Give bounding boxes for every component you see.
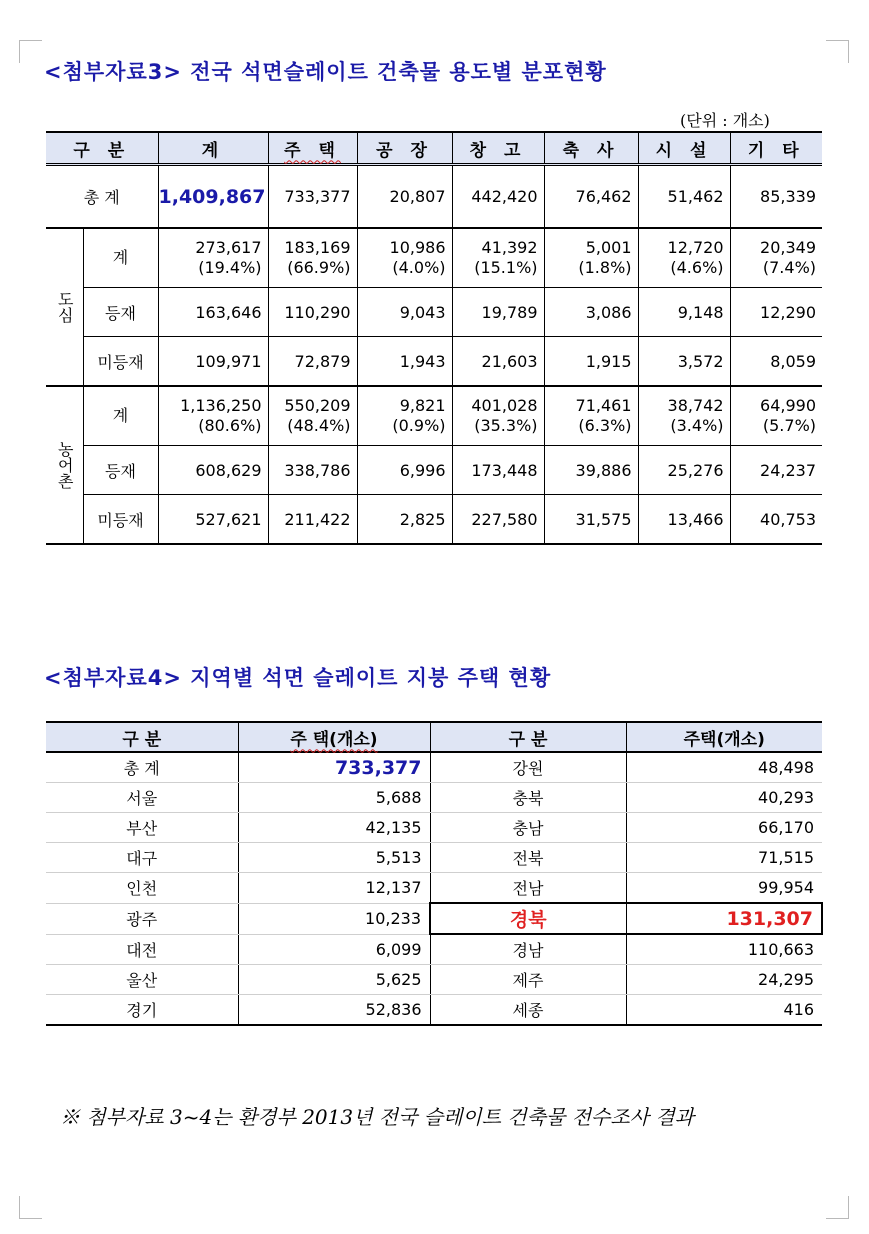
row-label: 계 [83, 228, 158, 288]
cell: 20,349 (7.4%) [730, 228, 822, 288]
cell: 338,786 [268, 446, 357, 495]
header-facility: 시 설 [638, 132, 730, 165]
row-label: 미등재 [83, 337, 158, 387]
cell: 183,169 (66.9%) [268, 228, 357, 288]
table-row [46, 903, 822, 934]
cell: 25,276 [638, 446, 730, 495]
row-label: 미등재 [83, 495, 158, 545]
cell: 85,339 [730, 165, 822, 229]
cell: 9,043 [357, 288, 452, 337]
highlighted-housing-value: 131,307 [626, 903, 822, 934]
group-label-urban: 도심 [46, 228, 83, 386]
housing-value: 99,954 [626, 873, 822, 904]
table-row [46, 995, 822, 1026]
total-housing-value: 733,377 [238, 752, 430, 783]
housing-value: 66,170 [626, 813, 822, 843]
cell: 21,603 [452, 337, 544, 387]
table-row-rural-registered [46, 446, 822, 495]
cell: 9,821 (0.9%) [357, 386, 452, 446]
housing-value: 42,135 [238, 813, 430, 843]
cell: 527,621 [158, 495, 268, 545]
cell: 5,001 (1.8%) [544, 228, 638, 288]
cell: 72,879 [268, 337, 357, 387]
cell: 1,943 [357, 337, 452, 387]
header-livestock: 축 사 [544, 132, 638, 165]
region-name: 울산 [46, 965, 238, 995]
cell: 211,422 [268, 495, 357, 545]
cell: 3,572 [638, 337, 730, 387]
cell: 110,290 [268, 288, 357, 337]
table-row-urban-registered [46, 288, 822, 337]
table-row-urban-subtotal [46, 228, 822, 288]
cell: 227,580 [452, 495, 544, 545]
region-name: 경남 [430, 934, 626, 965]
cell: 39,886 [544, 446, 638, 495]
cell: 38,742 (3.4%) [638, 386, 730, 446]
table-row-grand-total [46, 165, 822, 229]
cell: 173,448 [452, 446, 544, 495]
cell: 13,466 [638, 495, 730, 545]
housing-value: 71,515 [626, 843, 822, 873]
region-name: 제주 [430, 965, 626, 995]
housing-value: 5,625 [238, 965, 430, 995]
row-label: 총 계 [46, 165, 158, 229]
usage-distribution-table [46, 131, 822, 545]
corner-mark-top-left [19, 40, 42, 63]
cell: 608,629 [158, 446, 268, 495]
region-name: 대구 [46, 843, 238, 873]
section3-title: <첨부자료3> 전국 석면슬레이트 건축물 용도별 분포현황 [44, 60, 607, 84]
unit-label: (단위 : 개소) [680, 111, 770, 130]
header-housing-right: 주택(개소) [626, 722, 822, 752]
header-category: 구 분 [46, 132, 158, 165]
row-label: 계 [83, 386, 158, 446]
housing-value: 10,233 [238, 903, 430, 934]
cell: 40,753 [730, 495, 822, 545]
cell: 41,392 (15.1%) [452, 228, 544, 288]
region-name: 광주 [46, 903, 238, 934]
header-warehouse: 창 고 [452, 132, 544, 165]
table-row [46, 813, 822, 843]
cell: 733,377 [268, 165, 357, 229]
table-row-rural-subtotal [46, 386, 822, 446]
region-name: 충남 [430, 813, 626, 843]
grand-total-value: 1,409,867 [158, 165, 268, 229]
table-row [46, 843, 822, 873]
cell: 10,986 (4.0%) [357, 228, 452, 288]
cell: 401,028 (35.3%) [452, 386, 544, 446]
cell: 76,462 [544, 165, 638, 229]
section4-title: <첨부자료4> 지역별 석면 슬레이트 지붕 주택 현황 [44, 666, 552, 690]
cell: 273,617 (19.4%) [158, 228, 268, 288]
cell: 6,996 [357, 446, 452, 495]
housing-value: 5,688 [238, 783, 430, 813]
cell: 1,136,250 (80.6%) [158, 386, 268, 446]
cell: 2,825 [357, 495, 452, 545]
region-name: 대전 [46, 934, 238, 965]
cell: 9,148 [638, 288, 730, 337]
region-name: 인천 [46, 873, 238, 904]
table-row [46, 934, 822, 965]
housing-value: 24,295 [626, 965, 822, 995]
header-region-left: 구 분 [46, 722, 238, 752]
housing-value: 12,137 [238, 873, 430, 904]
cell: 31,575 [544, 495, 638, 545]
header-factory: 공 장 [357, 132, 452, 165]
cell: 442,420 [452, 165, 544, 229]
table-row [46, 965, 822, 995]
cell: 19,789 [452, 288, 544, 337]
table-row [46, 783, 822, 813]
row-label: 등재 [83, 446, 158, 495]
cell: 12,720 (4.6%) [638, 228, 730, 288]
housing-value: 40,293 [626, 783, 822, 813]
cell: 8,059 [730, 337, 822, 387]
header-region-right: 구 분 [430, 722, 626, 752]
cell: 51,462 [638, 165, 730, 229]
header-other: 기 타 [730, 132, 822, 165]
cell: 24,237 [730, 446, 822, 495]
corner-mark-bottom-right [826, 1196, 849, 1219]
region-name: 충북 [430, 783, 626, 813]
region-name: 부산 [46, 813, 238, 843]
region-name: 총 계 [46, 752, 238, 783]
cell: 109,971 [158, 337, 268, 387]
region-name: 세종 [430, 995, 626, 1026]
cell: 64,990 (5.7%) [730, 386, 822, 446]
cell: 3,086 [544, 288, 638, 337]
cell: 163,646 [158, 288, 268, 337]
region-name: 경기 [46, 995, 238, 1026]
region-name: 전북 [430, 843, 626, 873]
header-total: 계 [158, 132, 268, 165]
table4-header-row [46, 722, 822, 752]
corner-mark-bottom-left [19, 1196, 42, 1219]
table-row-rural-unregistered [46, 495, 822, 545]
regional-housing-table [46, 721, 823, 1026]
header-housing: 주 택 [268, 132, 357, 165]
cell: 12,290 [730, 288, 822, 337]
housing-value: 5,513 [238, 843, 430, 873]
cell: 1,915 [544, 337, 638, 387]
housing-value: 6,099 [238, 934, 430, 965]
region-name: 강원 [430, 752, 626, 783]
region-name: 전남 [430, 873, 626, 904]
cell: 20,807 [357, 165, 452, 229]
table-row [46, 873, 822, 904]
cell: 71,461 (6.3%) [544, 386, 638, 446]
housing-value: 48,498 [626, 752, 822, 783]
housing-value: 416 [626, 995, 822, 1026]
housing-value: 110,663 [626, 934, 822, 965]
group-label-rural: 농어촌 [46, 386, 83, 544]
table3-header-row [46, 132, 822, 165]
header-housing-left: 주 택(개소) [238, 722, 430, 752]
table-row-urban-unregistered [46, 337, 822, 387]
table-row [46, 752, 822, 783]
highlighted-region-name: 경북 [430, 903, 626, 934]
region-name: 서울 [46, 783, 238, 813]
corner-mark-top-right [826, 40, 849, 63]
source-footnote: ※ 첨부자료 3~4는 환경부 2013년 전국 슬레이트 건축물 전수조사 결과 [60, 1105, 695, 1129]
cell: 550,209 (48.4%) [268, 386, 357, 446]
housing-value: 52,836 [238, 995, 430, 1026]
row-label: 등재 [83, 288, 158, 337]
